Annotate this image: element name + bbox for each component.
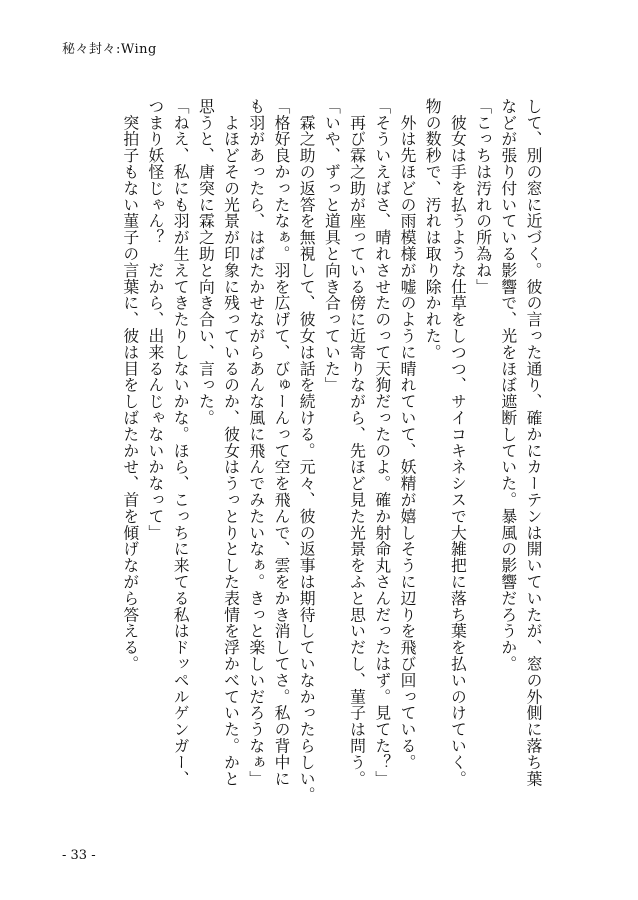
text-line: よほどその光景が印象に残っているのか、彼女はうっとりとした表情を浮かべていた。かと: [221, 98, 241, 787]
text-line: 「こっちは汚れの所為ね」: [473, 98, 493, 295]
book-title-header: 秘々封々:Wing: [62, 42, 157, 57]
text-line: などが張り付いている影響で、光をほぼ遮断していた。暴風の影響だろうか。: [498, 98, 518, 672]
text-line: 外は先ほどの雨模様が嘘のように晴れていて、妖精が嬉しそうに辺りを飛び回っている。: [397, 98, 417, 771]
vertical-body-text: [118, 98, 546, 804]
text-line: つまり妖怪じゃん？ だから、出来るんじゃないかなって」: [145, 98, 165, 541]
text-line: 「いや、ずっと道具と向き合っていた」: [322, 98, 342, 394]
text-line: 突拍子もない菫子の言葉に、彼は目をしばたかせ、首を傾げながら答える。: [120, 98, 140, 672]
text-line: も羽があったら、はばたかせながらあんな風に飛んでみたいなぁ。きっと楽しいだろうなぁ」: [246, 98, 266, 787]
page-number: - 33 -: [62, 848, 96, 863]
text-line: 思うと、唐突に霖之助と向き合い、言った。: [196, 98, 216, 426]
text-line: 「格好良かったなぁ。羽を広げて、びゅーんって空を飛んで、雲をかき消してさ。私の背中に: [271, 98, 291, 787]
text-line: 「ねえ、私にも羽が生えてきたりしないかな。ほら、こっちに来てる私はドッペルゲンガー、: [171, 98, 191, 787]
text-line: 彼女は手を払うような仕草をしつつ、サイコキネシスで大雑把に落ち葉を払いのけていく。: [448, 98, 468, 787]
text-line: 物の数秒で、汚れは取り除かれた。: [423, 98, 443, 361]
text-line: 「そういえばさ、晴れさせたのって天狗だったのよ。確か射命丸さんだったはず。見てた？」: [372, 98, 392, 787]
text-line: 霖之助の返答を無視して、彼女は話を続ける。元々、彼の返事は期待していなかったらしい。: [297, 98, 317, 804]
text-line: して、別の窓に近づく。彼の言った通り、確かにカーテンは開いていたが、窓の外側に落ち葉: [524, 98, 543, 787]
text-line: 再び霖之助が座っている傍に近寄りながら、先ほど見た光景をふと思いだし、菫子は問う。: [347, 98, 367, 787]
